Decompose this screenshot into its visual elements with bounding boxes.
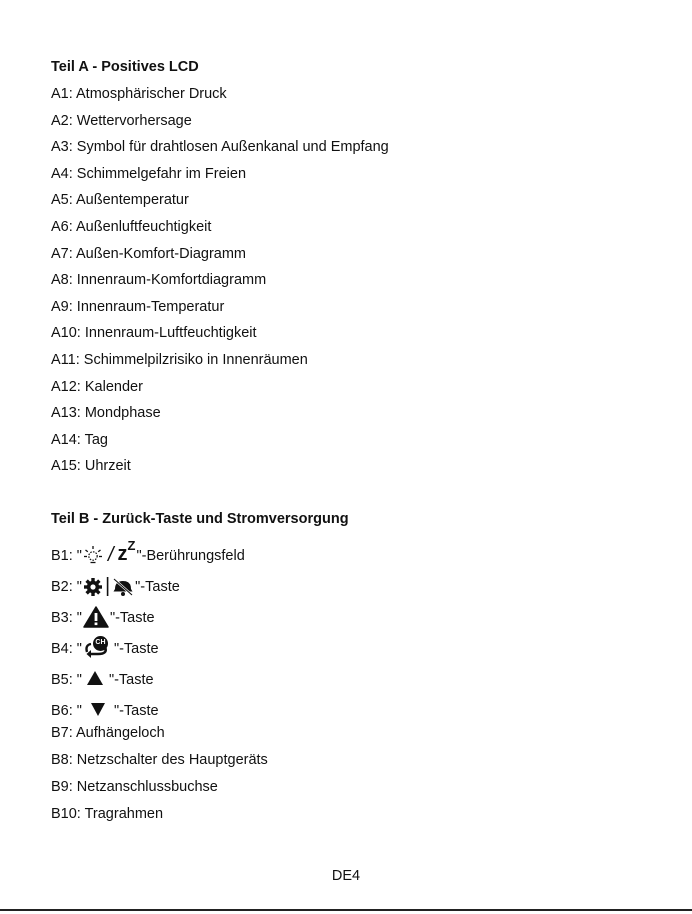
list-item-a15: A15: Uhrzeit — [51, 458, 131, 475]
list-item-b6 — [51, 690, 651, 721]
list-item-b1 — [51, 535, 651, 566]
channel-cycle-icon — [83, 635, 113, 659]
list-item-a5: A5: Außentemperatur — [51, 192, 189, 209]
list-item-a13: A13: Mondphase — [51, 405, 161, 422]
page-number: DE4 — [331, 868, 361, 884]
section-b-title: Teil B - Zurück-Taste und Stromversorgung — [51, 510, 349, 527]
snooze-z-sup: Z — [127, 537, 136, 553]
list-item-b9: B9: Netzanschlussbuchse — [51, 778, 218, 795]
b1-suffix: "-Berührungsfeld — [136, 547, 245, 564]
b1-prefix: B1: " — [51, 547, 82, 564]
b3-prefix: B3: " — [51, 609, 82, 626]
list-item-a8: A8: Innenraum-Komfortdiagramm — [51, 272, 267, 289]
b5-suffix: "-Taste — [108, 671, 154, 688]
list-item-a2: A2: Wettervorhersage — [51, 112, 192, 129]
snooze-z: z — [117, 542, 128, 565]
channel-label: CH — [95, 639, 106, 647]
list-item-a9: A9: Innenraum-Temperatur — [51, 298, 225, 315]
list-item-b3 — [51, 597, 651, 628]
list-item-b5 — [51, 659, 651, 690]
list-item-b4 — [51, 628, 651, 659]
b2-suffix: "-Taste — [135, 578, 180, 595]
b4-suffix: "-Taste — [113, 640, 159, 657]
b3-suffix: "-Taste — [109, 609, 155, 626]
list-item-a12: A12: Kalender — [51, 378, 143, 395]
list-item-a10: A10: Innenraum-Luftfeuchtigkeit — [51, 325, 257, 342]
list-item-b2 — [51, 566, 651, 597]
list-item-a3: A3: Symbol für drahtlosen Außenkanal und Empfang — [51, 139, 389, 156]
light-icon — [83, 544, 103, 566]
list-item-b7: B7: Aufhängeloch — [51, 724, 165, 741]
b2-divider: | — [104, 574, 111, 597]
list-item-a1: A1: Atmosphärischer Druck — [51, 86, 227, 102]
section-a-title: Teil A - Positives LCD — [51, 59, 199, 75]
gear-icon — [83, 577, 103, 597]
bottom-divider — [0, 909, 692, 911]
b5-prefix: B5: " — [51, 671, 82, 688]
alarm-off-icon — [112, 577, 134, 597]
b1-slash: / — [107, 543, 114, 566]
section-a — [51, 56, 651, 482]
list-item-b10: B10: Tragrahmen — [51, 805, 164, 822]
snooze-icon — [118, 536, 136, 566]
down-arrow-icon — [90, 701, 106, 717]
list-item-a4: A4: Schimmelgefahr im Freien — [51, 165, 247, 182]
section-b — [51, 508, 651, 829]
b6-suffix: "-Taste — [113, 702, 159, 719]
list-item-a7: A7: Außen-Komfort-Diagramm — [51, 245, 247, 262]
list-item-b8: B8: Netzschalter des Hauptgeräts — [51, 751, 268, 768]
warning-icon — [83, 606, 109, 628]
manual-page — [51, 56, 651, 829]
b2-prefix: B2: " — [51, 578, 82, 595]
list-item-a11: A11: Schimmelpilzrisiko in Innenräumen — [51, 351, 308, 368]
list-item-a14: A14: Tag — [51, 431, 108, 448]
b4-prefix: B4: " — [51, 640, 82, 657]
up-arrow-icon — [86, 670, 104, 686]
b6-prefix: B6: " — [51, 702, 82, 719]
list-item-a6: A6: Außenluftfeuchtigkeit — [51, 218, 212, 235]
